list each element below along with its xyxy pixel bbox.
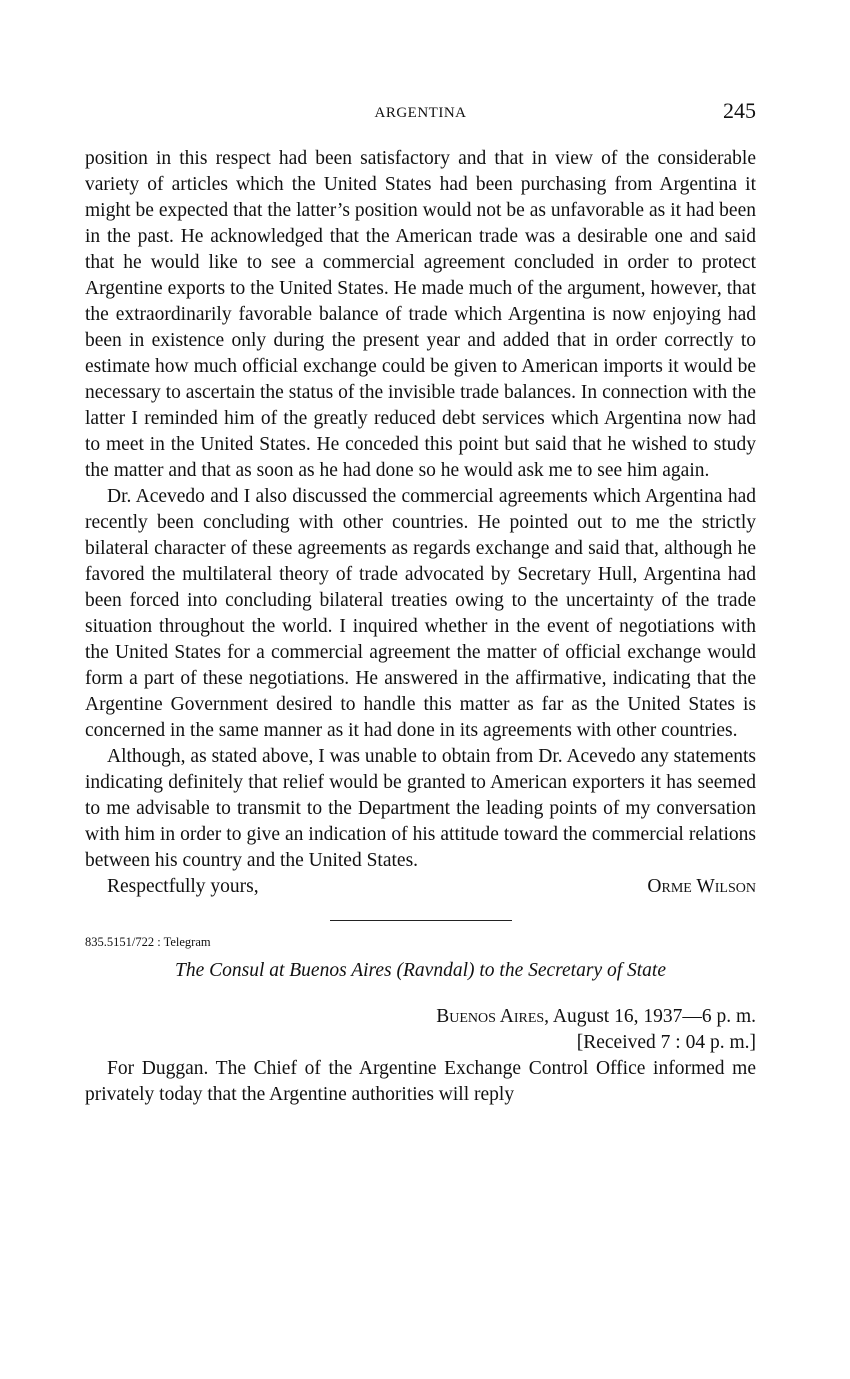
received-note: [Received 7 : 04 p. m.] xyxy=(576,1032,756,1053)
dateline xyxy=(85,1004,756,1056)
section-divider xyxy=(330,920,512,921)
paragraph-acevedo-discussion: Dr. Acevedo and I also discussed the commercial agreements which Argentina had recently been concluding with other countries. He pointed out to me the strictly bilateral character of these agreements as regards exchange and said that, although he favored the multilateral theory of trade advocated by Secretary Hull, Argentina had been forced into concluding bilateral treaties owing to the uncertainty of the trade situation throughout the world. I inquired whether in the event of negotiations with the United States for a commercial agreement the matter of official exchange would form a part of these negotiations. He answered in the affirmative, indicating that the Argentine Government desired to handle this matter as far as the United States is concerned in the same manner as it had done in its agreements with other countries. xyxy=(85,486,756,741)
paragraph-conclusion: Although, as stated above, I was unable to obtain from Dr. Acevedo any statements indicating definitely that relief would be granted to American exporters it has seemed to me advisable to transmit to the Department the leading points of my conversation with him in order to give an indication of his attitude toward the commercial relations between his country and the United States. xyxy=(85,746,756,871)
page-header xyxy=(85,98,756,132)
letter-closing xyxy=(85,874,756,900)
salutation: Respectfully yours, xyxy=(107,876,259,897)
signature: Orme Wilson xyxy=(647,876,756,897)
page-number: 245 xyxy=(723,98,756,123)
file-reference: 835.5151/722 : Telegram xyxy=(85,935,211,949)
running-title: ARGENTINA xyxy=(374,105,467,121)
letter-body xyxy=(85,146,756,874)
paragraph-continued: position in this respect had been satisfactory and that in view of the considerable variety of articles which the United States had been purchasing from Argentina it might be expected that the latter’s position would not be as unfavorable as it had been in the past. He acknowledged that the American trade was a desirable one and said that he would like to see a commercial agreement concluded in order to protect Argentine exports to the United States. He made much of the argument, however, that the extraordinarily favorable balance of trade which Argentina is now enjoying had been in existence only during the present year and added that in order correctly to estimate how much official exchange could be given to American imports it would be necessary to ascertain the status of the invisible trade balances. In connection with the latter I reminded him of the greatly reduced debt services which Argentina now had to meet in the United States. He conceded this point but said that he wished to study the matter and that as soon as he had done so he would ask me to see him again. xyxy=(85,148,756,481)
dateline-date: August 16, 1937—6 p. m. xyxy=(552,1006,756,1027)
dateline-place: Buenos Aires, xyxy=(436,1006,550,1027)
telegram-body xyxy=(85,1056,756,1108)
telegram-title: The Consul at Buenos Aires (Ravndal) to the Secretary of State xyxy=(174,960,667,981)
telegram-paragraph: For Duggan. The Chief of the Argentine Exchange Control Office informed me privately today that the Argentine authorities will reply xyxy=(85,1058,756,1105)
document-page xyxy=(85,98,756,1108)
